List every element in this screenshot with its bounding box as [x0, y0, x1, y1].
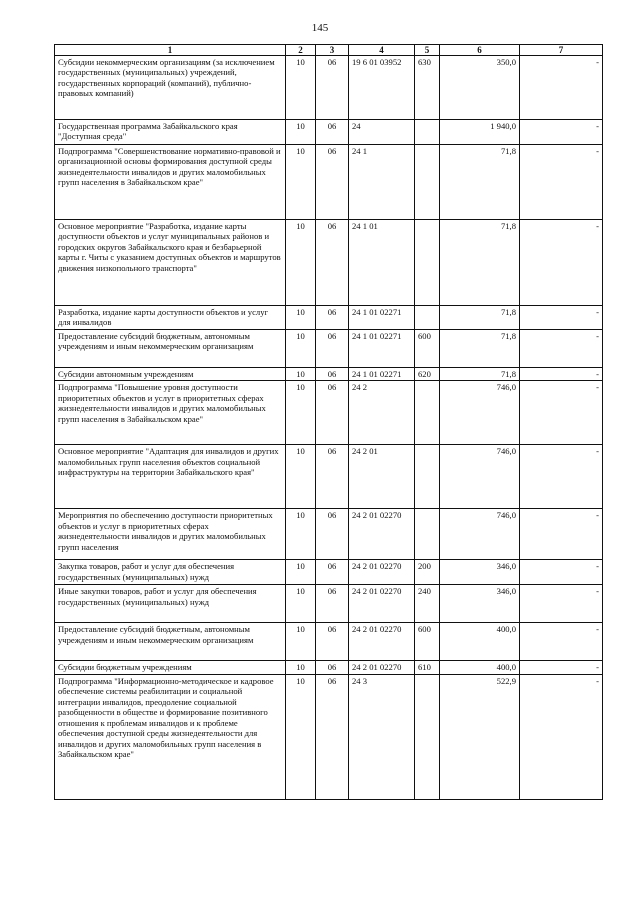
- row-rz: 10: [286, 674, 316, 799]
- header-col-5: 5: [415, 45, 440, 56]
- row-vr: 600: [415, 330, 440, 368]
- row-rz: 10: [286, 145, 316, 220]
- row-rz: 10: [286, 661, 316, 674]
- row-csr: 24: [349, 120, 415, 145]
- row-col7: -: [520, 330, 603, 368]
- row-col7: -: [520, 623, 603, 661]
- budget-table: [54, 44, 603, 800]
- row-pr: 06: [316, 509, 349, 560]
- row-vr: [415, 145, 440, 220]
- row-csr: 24 3: [349, 674, 415, 799]
- row-rz: 10: [286, 368, 316, 381]
- row-pr: 06: [316, 560, 349, 585]
- row-name: Субсидии бюджетным учреждениям: [55, 661, 286, 674]
- row-vr: [415, 509, 440, 560]
- row-name: Государственная программа Забайкальского края "Доступная среда": [55, 120, 286, 145]
- row-vr: 240: [415, 585, 440, 623]
- row-sum: 346,0: [440, 560, 520, 585]
- row-csr: 24 1 01 02271: [349, 306, 415, 330]
- row-csr: 24 2 01 02270: [349, 585, 415, 623]
- row-pr: 06: [316, 674, 349, 799]
- row-pr: 06: [316, 445, 349, 509]
- table-row: [55, 509, 603, 560]
- table-header-row: [55, 45, 603, 56]
- row-sum: 400,0: [440, 623, 520, 661]
- row-sum: 746,0: [440, 381, 520, 445]
- row-sum: 400,0: [440, 661, 520, 674]
- row-rz: 10: [286, 381, 316, 445]
- row-vr: [415, 220, 440, 306]
- row-sum: 1 940,0: [440, 120, 520, 145]
- table-row: [55, 381, 603, 445]
- row-name: Закупка товаров, работ и услуг для обеспечения государственных (муниципальных) нужд: [55, 560, 286, 585]
- header-col-4: 4: [349, 45, 415, 56]
- table-row: [55, 585, 603, 623]
- row-col7: -: [520, 585, 603, 623]
- header-col-3: 3: [316, 45, 349, 56]
- row-csr: 24 2 01 02270: [349, 661, 415, 674]
- row-col7: -: [520, 56, 603, 120]
- header-col-2: 2: [286, 45, 316, 56]
- row-vr: [415, 306, 440, 330]
- row-col7: -: [520, 674, 603, 799]
- row-vr: 620: [415, 368, 440, 381]
- row-vr: [415, 120, 440, 145]
- row-name: Основное мероприятие "Адаптация для инвалидов и других маломобильных групп населения объектов социальной инфраструктуры на территории Забайкальского края": [55, 445, 286, 509]
- row-col7: -: [520, 220, 603, 306]
- row-col7: -: [520, 306, 603, 330]
- row-rz: 10: [286, 330, 316, 368]
- row-col7: -: [520, 560, 603, 585]
- row-sum: 746,0: [440, 509, 520, 560]
- row-col7: -: [520, 509, 603, 560]
- row-vr: [415, 674, 440, 799]
- row-name: Предоставление субсидий бюджетным, автономным учреждениям и иным некоммерческим организациям: [55, 623, 286, 661]
- row-name: Мероприятия по обеспечению доступности приоритетных объектов и услуг в приоритетных сферах жизнедеятельности инвалидов и других маломобильных групп населения: [55, 509, 286, 560]
- row-rz: 10: [286, 623, 316, 661]
- table-row: [55, 306, 603, 330]
- header-col-6: 6: [440, 45, 520, 56]
- row-vr: 610: [415, 661, 440, 674]
- row-col7: -: [520, 145, 603, 220]
- row-rz: 10: [286, 56, 316, 120]
- row-pr: 06: [316, 145, 349, 220]
- row-col7: -: [520, 661, 603, 674]
- row-csr: 24 1 01 02271: [349, 368, 415, 381]
- row-name: Субсидии автономным учреждениям: [55, 368, 286, 381]
- row-pr: 06: [316, 330, 349, 368]
- row-pr: 06: [316, 368, 349, 381]
- row-sum: 746,0: [440, 445, 520, 509]
- row-csr: 24 2 01: [349, 445, 415, 509]
- row-pr: 06: [316, 306, 349, 330]
- row-pr: 06: [316, 381, 349, 445]
- row-csr: 24 2 01 02270: [349, 560, 415, 585]
- table-row: [55, 445, 603, 509]
- row-vr: [415, 381, 440, 445]
- row-csr: 19 6 01 03952: [349, 56, 415, 120]
- row-csr: 24 1 01 02271: [349, 330, 415, 368]
- row-csr: 24 1: [349, 145, 415, 220]
- row-name: Подпрограмма "Повышение уровня доступности приоритетных объектов и услуг в приоритетных сферах жизнедеятельности инвалидов и других маломобильных групп населения в Забайкальском крае": [55, 381, 286, 445]
- row-name: Разработка, издание карты доступности объектов и услуг для инвалидов: [55, 306, 286, 330]
- row-vr: [415, 445, 440, 509]
- row-pr: 06: [316, 56, 349, 120]
- row-rz: 10: [286, 445, 316, 509]
- header-col-7: 7: [520, 45, 603, 56]
- row-sum: 71,8: [440, 145, 520, 220]
- row-sum: 350,0: [440, 56, 520, 120]
- row-rz: 10: [286, 306, 316, 330]
- row-rz: 10: [286, 560, 316, 585]
- table-row: [55, 56, 603, 120]
- row-vr: 630: [415, 56, 440, 120]
- row-rz: 10: [286, 509, 316, 560]
- row-name: Иные закупки товаров, работ и услуг для обеспечения государственных (муниципальных) нужд: [55, 585, 286, 623]
- table-row: [55, 368, 603, 381]
- row-pr: 06: [316, 220, 349, 306]
- row-pr: 06: [316, 585, 349, 623]
- row-csr: 24 2: [349, 381, 415, 445]
- row-csr: 24 1 01: [349, 220, 415, 306]
- row-sum: 71,8: [440, 220, 520, 306]
- row-rz: 10: [286, 585, 316, 623]
- row-vr: 600: [415, 623, 440, 661]
- row-name: Основное мероприятие "Разработка, издание карты доступности объектов и услуг муниципальных районов и городских округов Забайкальского края и безбарьерной карты г. Читы с указанием доступных объектов и маршрутов движения низкопольного транспорта": [55, 220, 286, 306]
- row-sum: 71,8: [440, 368, 520, 381]
- table-row: [55, 330, 603, 368]
- row-csr: 24 2 01 02270: [349, 623, 415, 661]
- row-pr: 06: [316, 623, 349, 661]
- row-name: Подпрограмма "Информационно-методическое и кадровое обеспечение системы реабилитации и социальной интеграции инвалидов, преодоление социальной разобщенности в обществе и формирование позитивного отношения к проблемам инвалидов и к проблеме обеспечения доступной среды жизнедеятельности для инвалидов и других маломобильных групп населения в Забайкальском крае": [55, 674, 286, 799]
- row-name: Подпрограмма "Совершенствование нормативно-правовой и организационной основы формирования доступной среды жизнедеятельности инвалидов и других маломобильных групп населения в Забайкальском крае": [55, 145, 286, 220]
- table-row: [55, 674, 603, 799]
- table-row: [55, 560, 603, 585]
- row-csr: 24 2 01 02270: [349, 509, 415, 560]
- row-vr: 200: [415, 560, 440, 585]
- row-rz: 10: [286, 220, 316, 306]
- row-col7: -: [520, 445, 603, 509]
- page-number: 145: [311, 22, 329, 34]
- table-row: [55, 623, 603, 661]
- row-sum: 346,0: [440, 585, 520, 623]
- row-col7: -: [520, 368, 603, 381]
- row-col7: -: [520, 120, 603, 145]
- row-name: Субсидии некоммерческим организациям (за исключением государственных (муниципальных) учреждений, государственных корпораций (компаний), публично-правовых компаний): [55, 56, 286, 120]
- table-row: [55, 661, 603, 674]
- table-row: [55, 220, 603, 306]
- row-pr: 06: [316, 120, 349, 145]
- row-name: Предоставление субсидий бюджетным, автономным учреждениям и иным некоммерческим организациям: [55, 330, 286, 368]
- row-sum: 522,9: [440, 674, 520, 799]
- header-col-1: 1: [55, 45, 286, 56]
- row-rz: 10: [286, 120, 316, 145]
- row-sum: 71,8: [440, 306, 520, 330]
- table-row: [55, 145, 603, 220]
- table-row: [55, 120, 603, 145]
- row-col7: -: [520, 381, 603, 445]
- row-sum: 71,8: [440, 330, 520, 368]
- row-pr: 06: [316, 661, 349, 674]
